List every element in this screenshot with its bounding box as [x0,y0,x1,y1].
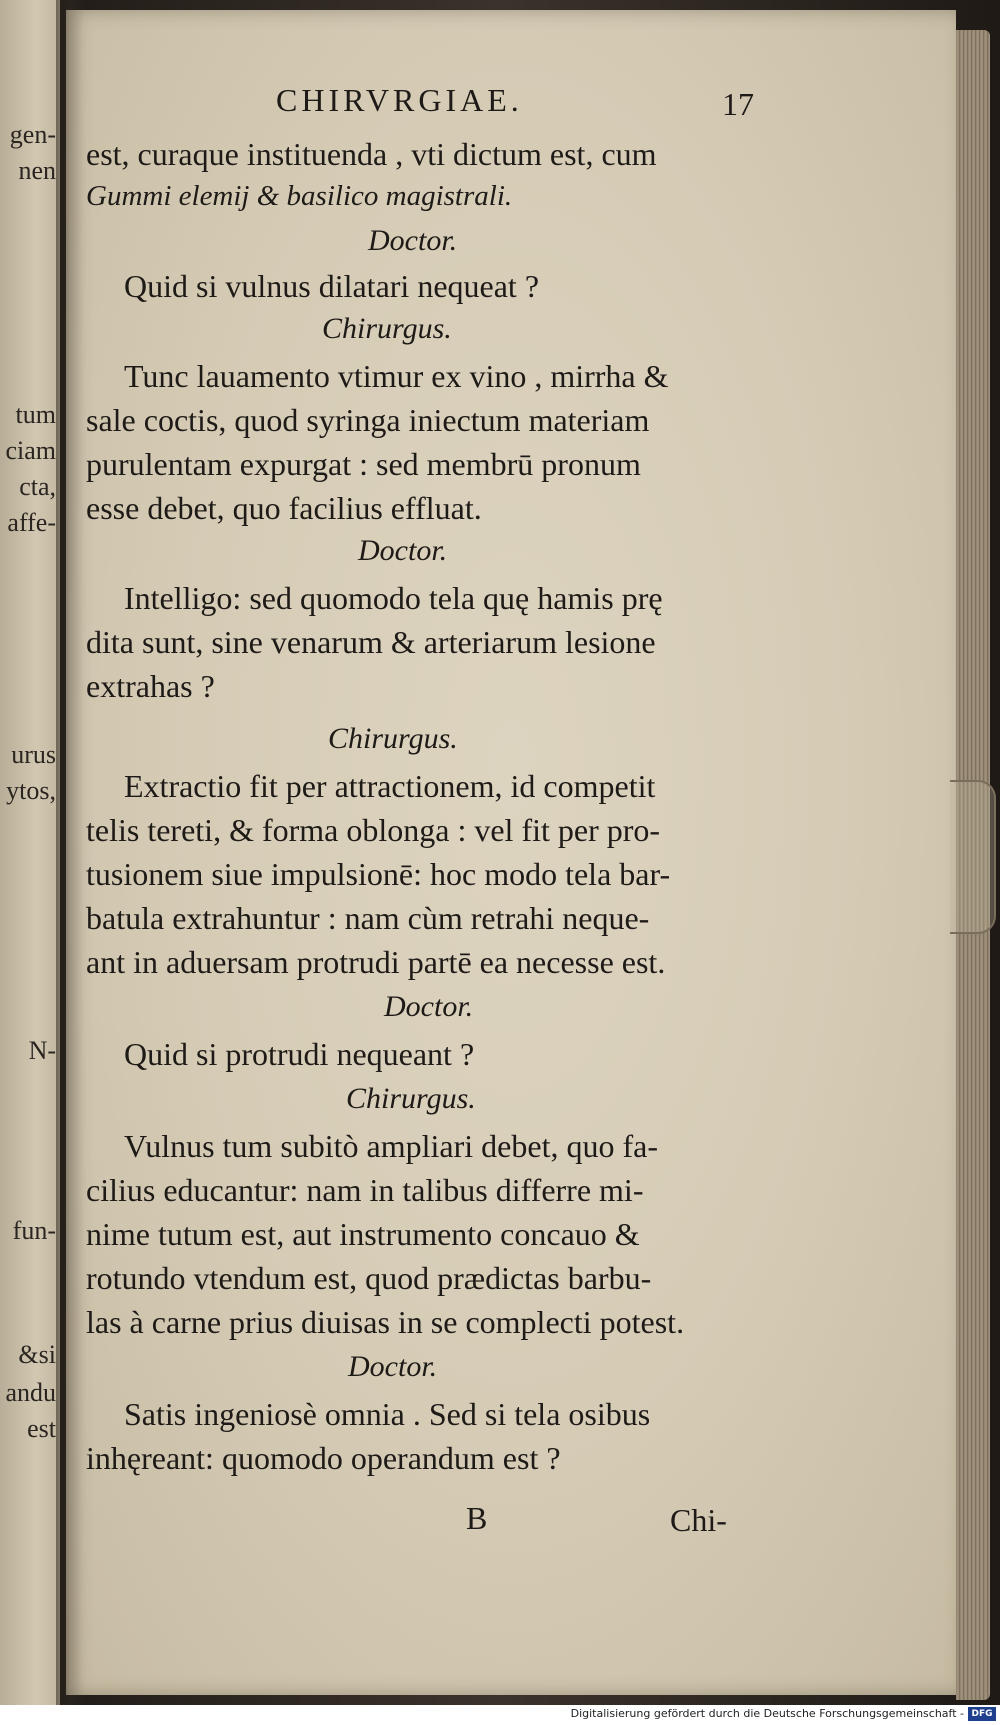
margin-fragment: N- [28,1036,56,1065]
running-head: CHIRVRGIAE. [276,82,523,118]
speaker-label: Chirurgus. [322,312,452,345]
margin-fragment: cta, [19,472,56,501]
text-line: est, curaque instituenda , vti dictum est, cum [86,136,657,172]
margin-fragment: affe- [7,508,56,537]
margin-fragment: fun- [12,1216,56,1245]
dfg-logo-icon: DFG [968,1707,996,1721]
text-line: las à carne prius diuisas in se complecti potest. [86,1304,685,1340]
text-line: ant in aduersam protrudi partē ea necesse est. [86,944,666,980]
text-line: esse debet, quo facilius effluat. [86,490,482,526]
text-line: inhęreant: quomodo operandum est ? [86,1440,561,1476]
margin-fragment: ciam [5,436,56,465]
signature-mark: B [466,1500,488,1536]
speaker-label: Doctor. [384,990,474,1023]
text-line: Extractio fit per attractionem, id competit [124,768,656,804]
text-line: telis tereti, & forma oblonga : vel fit per pro- [86,812,661,848]
text-line: Tunc lauamento vtimur ex vino , mirrha & [124,358,669,394]
margin-fragment: ytos, [6,776,56,805]
margin-fragment: gen- [9,120,56,149]
text-line: purulentam expurgat : sed membrū pronum [86,446,641,482]
footer-credit: Digitalisierung gefördert durch die Deutsche Forschungsgemeinschaft - [570,1707,964,1720]
margin-fragment: urus [11,740,56,769]
catchword: Chi- [670,1502,727,1538]
text-line: Quid si vulnus dilatari nequeat ? [124,268,540,304]
text-line: batula extrahuntur : nam cùm retrahi neque- [86,900,650,936]
text-line: Vulnus tum subitò ampliari debet, quo fa- [124,1128,658,1164]
text-line: Gummi elemij & basilico magistrali. [86,180,513,212]
text-line: Quid si protrudi nequeant ? [124,1036,475,1072]
margin-fragment: tum [15,400,56,429]
text-line: Satis ingeniosè omnia . Sed si tela osibus [124,1396,651,1432]
margin-fragment: andu [5,1378,56,1407]
speaker-label: Doctor. [348,1350,438,1383]
text-line: extrahas ? [86,668,215,704]
text-line: nime tutum est, aut instrumento concauo & [86,1216,640,1252]
margin-fragment: &si [18,1340,56,1369]
speaker-label: Doctor. [368,224,458,257]
speaker-label: Chirurgus. [346,1082,476,1115]
text-line: cilius educantur: nam in talibus differre mi- [86,1172,644,1208]
text-line: tusionem siue impulsionē: hoc modo tela bar- [86,856,671,892]
margin-fragment: est [27,1414,56,1443]
gutter-shadow [56,0,84,1705]
text-line: Intelligo: sed quomodo tela quę hamis prę [124,580,663,616]
speaker-label: Doctor. [358,534,448,567]
margin-fragment: nen [18,156,56,185]
page-number: 17 [722,86,754,122]
speaker-label: Chirurgus. [328,722,458,755]
clasp-tab [950,780,996,934]
facing-page-left [0,0,60,1705]
text-line: sale coctis, quod syringa iniectum materiam [86,402,650,438]
text-line: dita sunt, sine venarum & arteriarum lesione [86,624,656,660]
text-line: rotundo vtendum est, quod prædictas barbu- [86,1260,652,1296]
